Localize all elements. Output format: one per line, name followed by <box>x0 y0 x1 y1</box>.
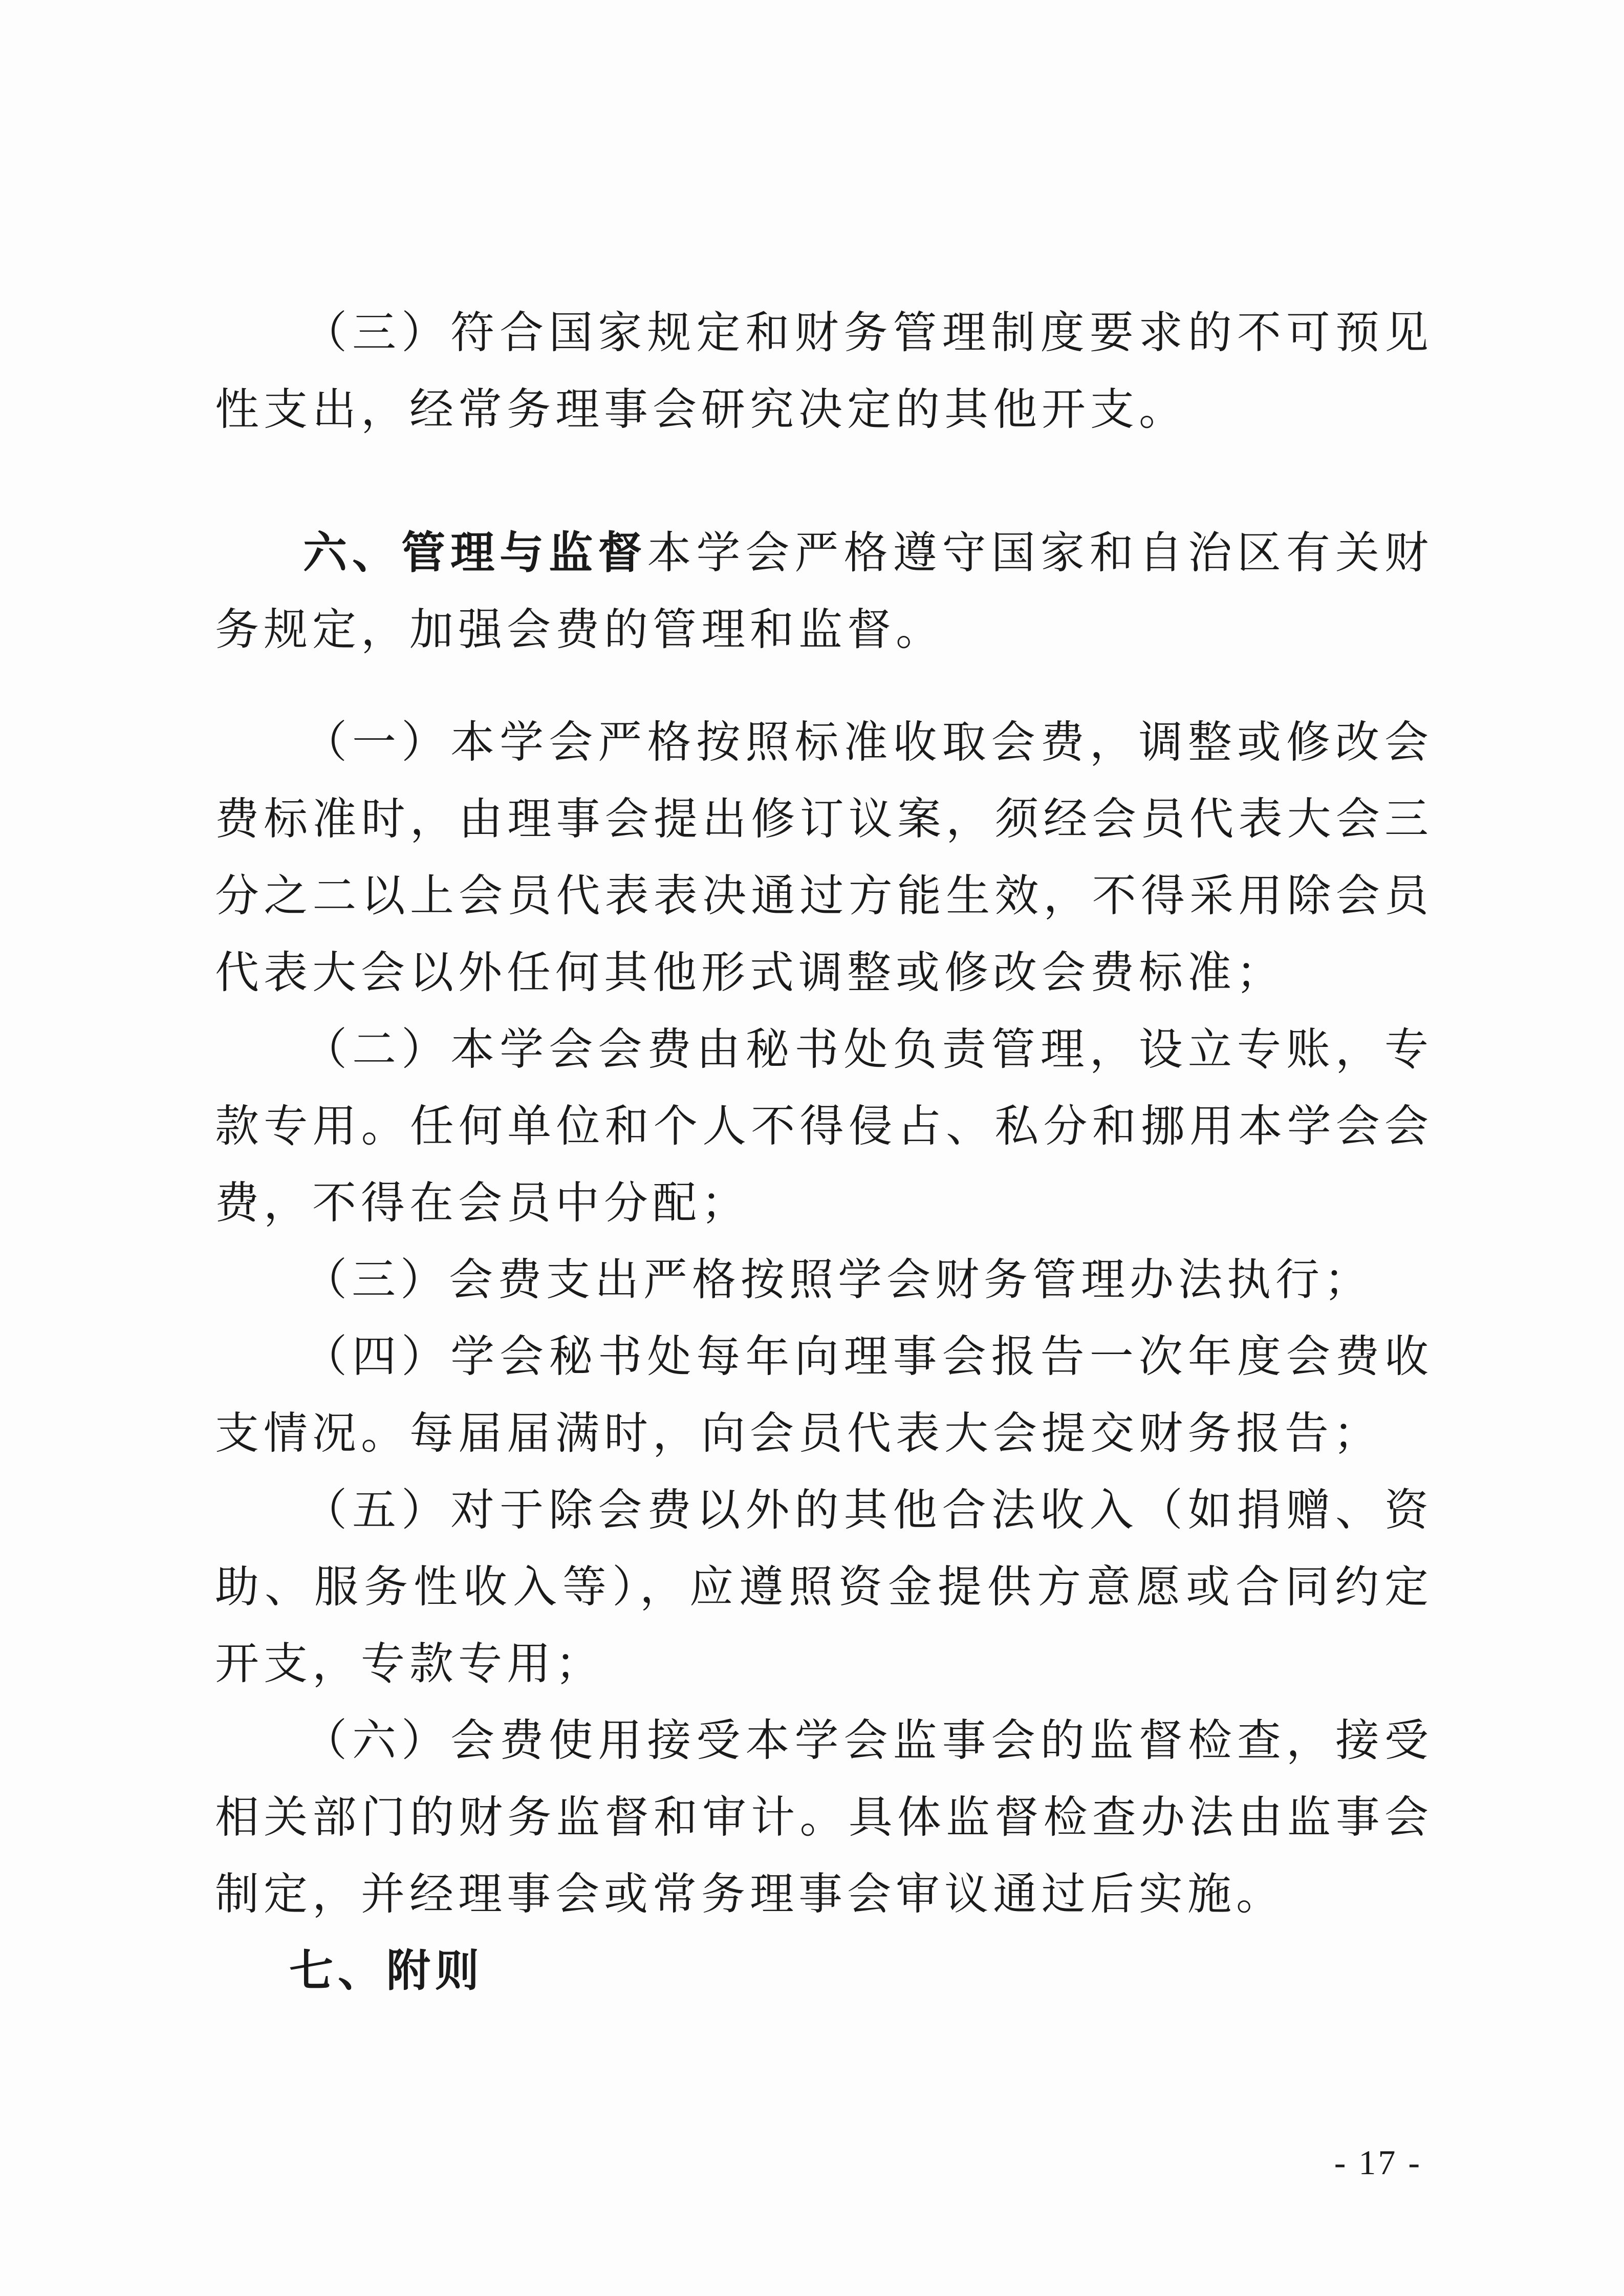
section-six-item-5 <box>215 1472 1433 1702</box>
section-six-intro <box>215 514 1433 668</box>
paragraph-expense-three <box>215 294 1433 448</box>
section-six-item-2 <box>215 1011 1433 1241</box>
section-six-intro-text: 本学会严格遵守国家和自治区有关财务规定，加强会费的管理和监督。 <box>215 527 1434 655</box>
section-six-item-4 <box>215 1318 1433 1472</box>
page-number-dash-right: - <box>1408 2143 1422 2182</box>
section-six-item-6 <box>215 1702 1433 1933</box>
paragraph-text: （三）符合国家规定和财务管理制度要求的不可预见性支出，经常务理事会研究决定的其他开支。 <box>215 307 1433 435</box>
section-six-heading: 六、管理与监督 <box>303 527 647 578</box>
page-number-dash-left: - <box>1334 2143 1348 2182</box>
section-seven-heading: 七、附则 <box>289 1945 484 1997</box>
list-item-text: （四）学会秘书处每年向理事会报告一次年度会费收支情况。每届届满时，向会员代表大会提交财务报告； <box>215 1331 1433 1459</box>
list-item-text: （二）本学会会费由秘书处负责管理，设立专账，专款专用。任何单位和个人不得侵占、私分和挪用本学会会费，不得在会员中分配； <box>215 1024 1433 1229</box>
section-six-item-3 <box>215 1241 1433 1318</box>
list-item-text: （五）对于除会费以外的其他合法收入（如捐赠、资助、服务性收入等），应遵照资金提供方意愿或合同约定开支，专款专用； <box>215 1485 1433 1689</box>
page-number-value: 17 <box>1358 2143 1398 2182</box>
page-number <box>1334 2142 1422 2183</box>
list-item-text: （六）会费使用接受本学会监事会的监督检查，接受相关部门的财务监督和审计。具体监督检查办法由监事会制定，并经理事会或常务理事会审议通过后实施。 <box>215 1715 1433 1920</box>
list-item-text: （三）会费支出严格按照学会财务管理办法执行； <box>303 1254 1373 1305</box>
section-six-item-1 <box>215 704 1433 1011</box>
list-item-text: （一）本学会严格按照标准收取会费，调整或修改会费标准时，由理事会提出修订议案，须经会员代表大会三分之二以上会员代表表决通过方能生效，不得采用除会员代表大会以外任何其他形式调整或修改会费标准； <box>215 717 1433 998</box>
